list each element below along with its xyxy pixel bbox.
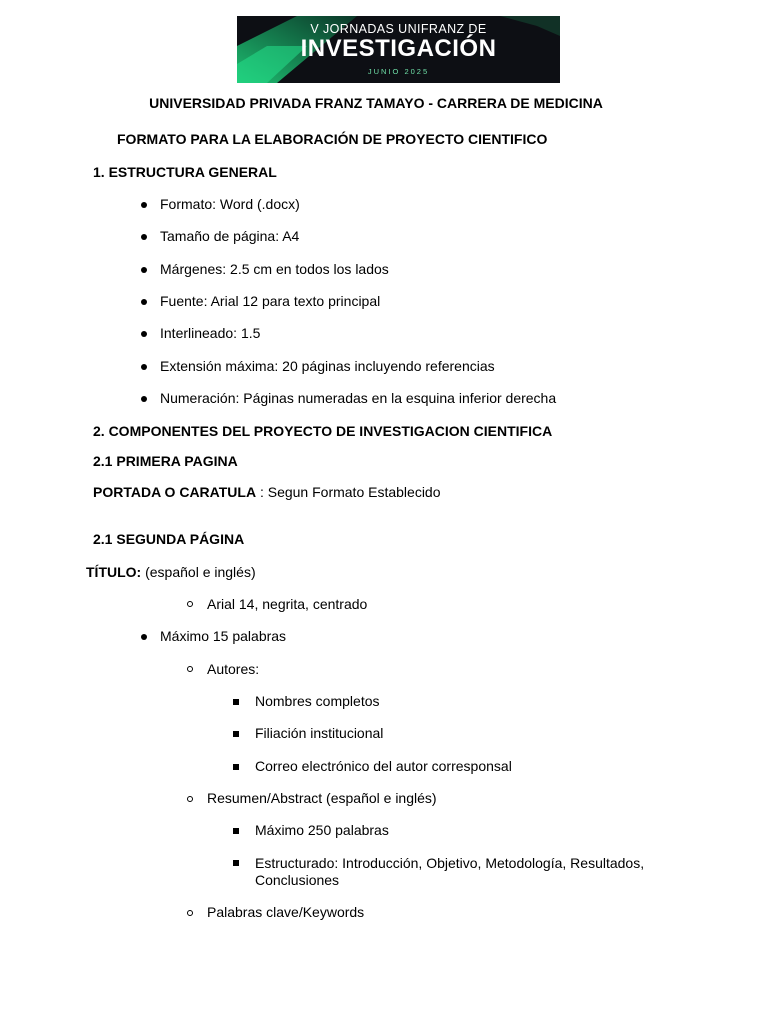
square-bullet-icon xyxy=(233,764,239,770)
portada-label: PORTADA O CARATULA xyxy=(93,484,257,500)
format-title: FORMATO PARA LA ELABORACIÓN DE PROYECTO CIENTIFICO xyxy=(117,131,548,147)
list-item: Extensión máxima: 20 páginas incluyendo referencias xyxy=(160,358,495,374)
list-item: Filiación institucional xyxy=(255,725,384,741)
list-item: Estructurado: Introducción, Objetivo, Metodología, Resultados, xyxy=(255,855,645,871)
list-item: Nombres completos xyxy=(255,693,380,709)
list-item: Máximo 250 palabras xyxy=(255,822,389,838)
list-item: Interlineado: 1.5 xyxy=(160,325,261,341)
list-item: Fuente: Arial 12 para texto principal xyxy=(160,293,381,309)
circle-bullet-icon xyxy=(187,910,193,916)
square-bullet-icon xyxy=(233,860,239,866)
list-item-continuation: Conclusiones xyxy=(255,872,340,888)
bullet-icon xyxy=(141,634,147,640)
square-bullet-icon xyxy=(233,699,239,705)
bullet-icon xyxy=(141,234,147,240)
subsection-second-page: 2.1 SEGUNDA PÁGINA xyxy=(93,531,245,547)
list-item: Tamaño de página: A4 xyxy=(160,228,300,244)
list-item: Autores: xyxy=(207,661,260,677)
list-item: Formato: Word (.docx) xyxy=(160,196,300,212)
circle-bullet-icon xyxy=(187,796,193,802)
bullet-icon xyxy=(141,396,147,402)
banner-top-line: V JORNADAS UNIFRANZ DE xyxy=(310,22,487,36)
banner-date: JUNIO 2025 xyxy=(367,67,430,76)
list-item: Máximo 15 palabras xyxy=(160,628,287,644)
section1-heading: 1. ESTRUCTURA GENERAL xyxy=(93,164,277,180)
portada-text: : Segun Formato Establecido xyxy=(256,484,441,500)
titulo-label: TÍTULO: xyxy=(86,564,142,580)
square-bullet-icon xyxy=(233,828,239,834)
square-bullet-icon xyxy=(233,731,239,737)
bullet-icon xyxy=(141,202,147,208)
bullet-icon xyxy=(141,299,147,305)
titulo-text: (español e inglés) xyxy=(141,564,256,580)
list-item: Palabras clave/Keywords xyxy=(207,904,365,920)
bullet-icon xyxy=(141,331,147,337)
event-banner xyxy=(237,16,560,83)
circle-bullet-icon xyxy=(187,601,193,607)
list-item: Numeración: Páginas numeradas en la esquina inferior derecha xyxy=(160,390,557,406)
bullet-icon xyxy=(141,364,147,370)
bullet-icon xyxy=(141,267,147,273)
subsection-first-page: 2.1 PRIMERA PAGINA xyxy=(93,453,238,469)
list-item: Correo electrónico del autor corresponsal xyxy=(255,758,512,774)
portada-line xyxy=(93,484,441,501)
list-item: Márgenes: 2.5 cm en todos los lados xyxy=(160,261,389,277)
list-item: Resumen/Abstract (español e inglés) xyxy=(207,790,437,806)
section2-heading: 2. COMPONENTES DEL PROYECTO DE INVESTIGACION CIENTIFICA xyxy=(93,423,553,439)
circle-bullet-icon xyxy=(187,666,193,672)
list-item: Arial 14, negrita, centrado xyxy=(207,596,368,612)
titulo-line xyxy=(86,564,256,581)
banner-title: INVESTIGACIÓN xyxy=(300,35,497,62)
university-title: UNIVERSIDAD PRIVADA FRANZ TAMAYO - CARRERA DE MEDICINA xyxy=(149,95,603,111)
